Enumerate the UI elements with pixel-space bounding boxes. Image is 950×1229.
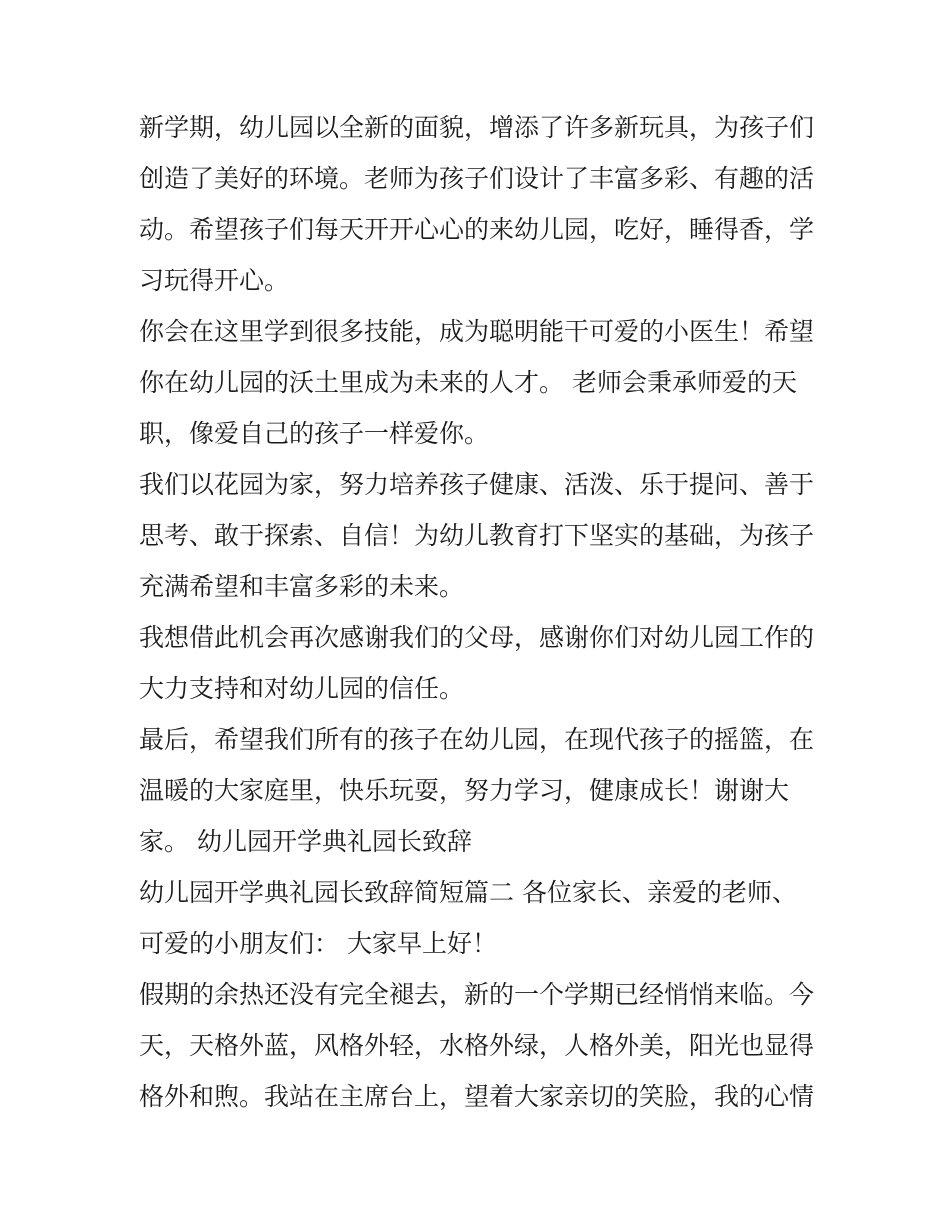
text-line: 假期的余热还没有完全褪去，新的一个学期已经悄悄来临。今 (139, 980, 815, 1009)
text-line: 可爱的小朋友们： 大家早上好！ (139, 929, 497, 958)
text-line: 职，像爱自己的孩子一样爱你。 (139, 419, 490, 448)
text-line: 我们以花园为家，努力培养孩子健康、活泼、乐于提问、善于 (139, 470, 815, 499)
text-line: 你在幼儿园的沃土里成为未来的人才。 老师会秉承师爱的天 (139, 368, 797, 397)
text-line: 最后，希望我们所有的孩子在幼儿园，在现代孩子的摇篮，在 (139, 725, 815, 754)
text-line: 创造了美好的环境。老师为孩子们设计了丰富多彩、有趣的活 (139, 164, 815, 193)
text-line: 格外和煦。我站在主席台上，望着大家亲切的笑脸，我的心情 (139, 1082, 815, 1111)
text-line: 大力支持和对幼儿园的信任。 (139, 674, 465, 703)
text-line: 新学期，幼儿园以全新的面貌，增添了许多新玩具，为孩子们 (139, 113, 815, 142)
text-line: 我想借此机会再次感谢我们的父母，感谢你们对幼儿园工作的 (139, 623, 815, 652)
text-line: 习玩得开心。 (139, 266, 290, 295)
text-line: 温暖的大家庭里，快乐玩耍，努力学习，健康成长！谢谢大 (139, 776, 790, 805)
text-line: 家。 幼儿园开学典礼园长致辞 (139, 827, 472, 856)
text-line: 天，天格外蓝，风格外轻，水格外绿，人格外美，阳光也显得 (139, 1031, 815, 1060)
text-line: 动。希望孩子们每天开开心心的来幼儿园，吃好，睡得香，学 (139, 215, 815, 244)
text-line: 思考、敢于探索、自信！为幼儿教育打下坚实的基础，为孩子 (139, 521, 815, 550)
text-line: 充满希望和丰富多彩的未来。 (139, 572, 465, 601)
text-line: 幼儿园开学典礼园长致辞简短篇二 各位家长、亲爱的老师、 (139, 878, 797, 907)
document-body (139, 102, 829, 1122)
text-line: 你会在这里学到很多技能，成为聪明能干可爱的小医生！希望 (139, 317, 815, 346)
